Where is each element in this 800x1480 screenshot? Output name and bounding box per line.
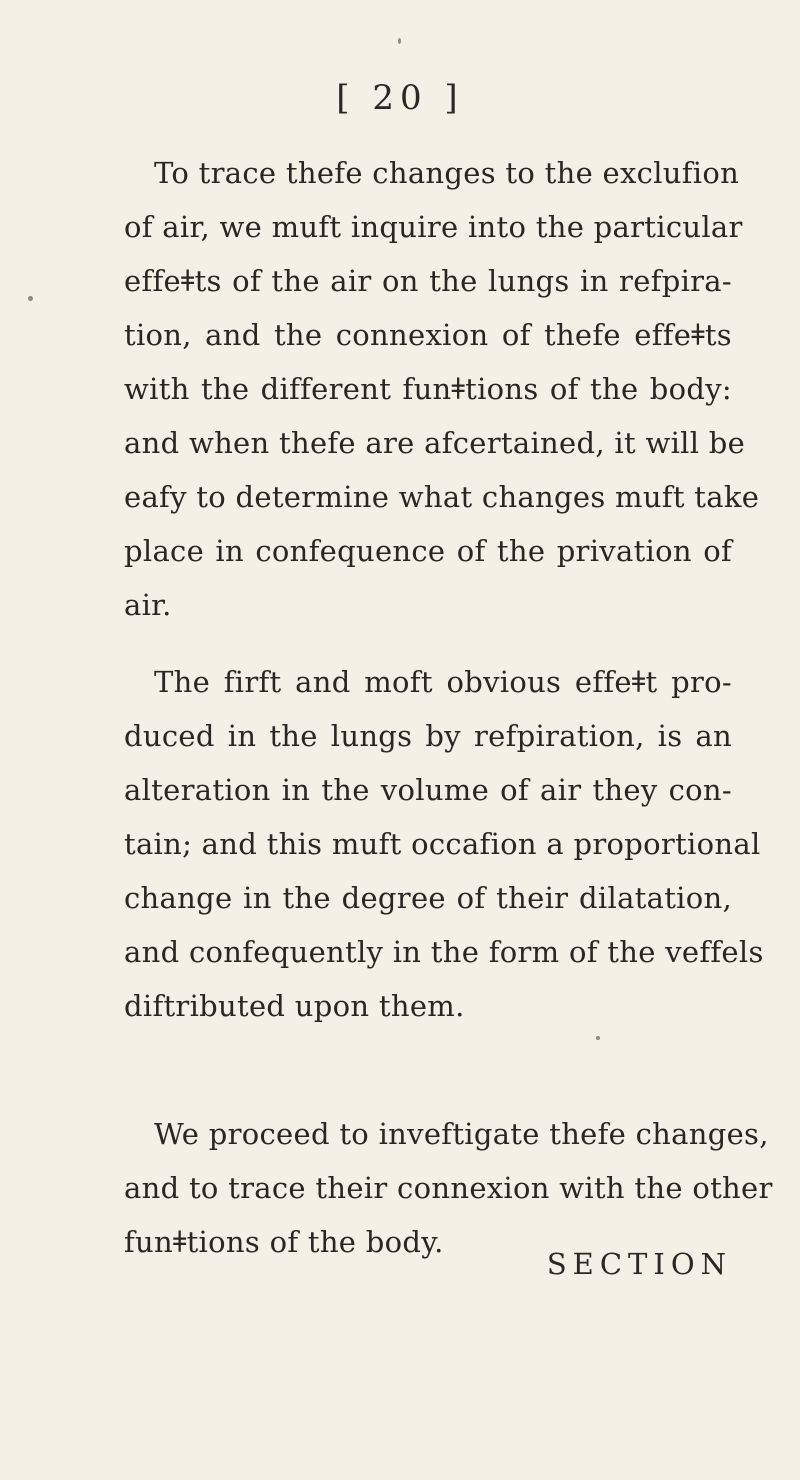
text-line: The firft and moft obvious effeǂt pro- — [154, 665, 732, 699]
text-line: and when thefe are afcertained, it will be — [124, 426, 746, 460]
text-line: place in confequence of the privation of — [124, 534, 732, 568]
text-line: tain; and this muft occafion a proportional — [124, 827, 761, 861]
ink-speck — [28, 296, 33, 301]
text-line: with the different funǂtions of the body: — [124, 372, 732, 406]
text-line: eafy to determine what changes muft take — [124, 480, 760, 514]
text-line: and confequently in the form of the veffels — [124, 935, 764, 969]
text-line: alteration in the volume of air they con- — [124, 773, 732, 807]
text-line: To trace thefe changes to the exclufion — [154, 156, 740, 190]
text-line: of air, we muft inquire into the particular — [124, 210, 743, 244]
ink-speck — [398, 38, 401, 44]
text-line: air. — [124, 588, 172, 622]
ink-speck — [596, 1036, 600, 1040]
paragraph-1 — [124, 146, 760, 632]
text-line: diftributed upon them. — [124, 989, 465, 1023]
text-line: effeǂts of the air on the lungs in refpira- — [124, 264, 732, 298]
catchword: SECTION — [546, 1247, 732, 1281]
text-line: funǂtions of the body. — [124, 1225, 444, 1259]
text-line: tion, and the connexion of thefe effeǂts — [124, 318, 732, 352]
text-line: change in the degree of their dilatation, — [124, 881, 732, 915]
paragraph-2 — [124, 655, 764, 1033]
text-line: We proceed to inveftigate thefe changes, — [154, 1117, 769, 1151]
text-line: and to trace their connexion with the other — [124, 1171, 773, 1205]
page-number: [ 20 ] — [336, 78, 464, 118]
paragraph-3 — [124, 1107, 773, 1269]
text-line: duced in the lungs by refpiration, is an — [124, 719, 732, 753]
